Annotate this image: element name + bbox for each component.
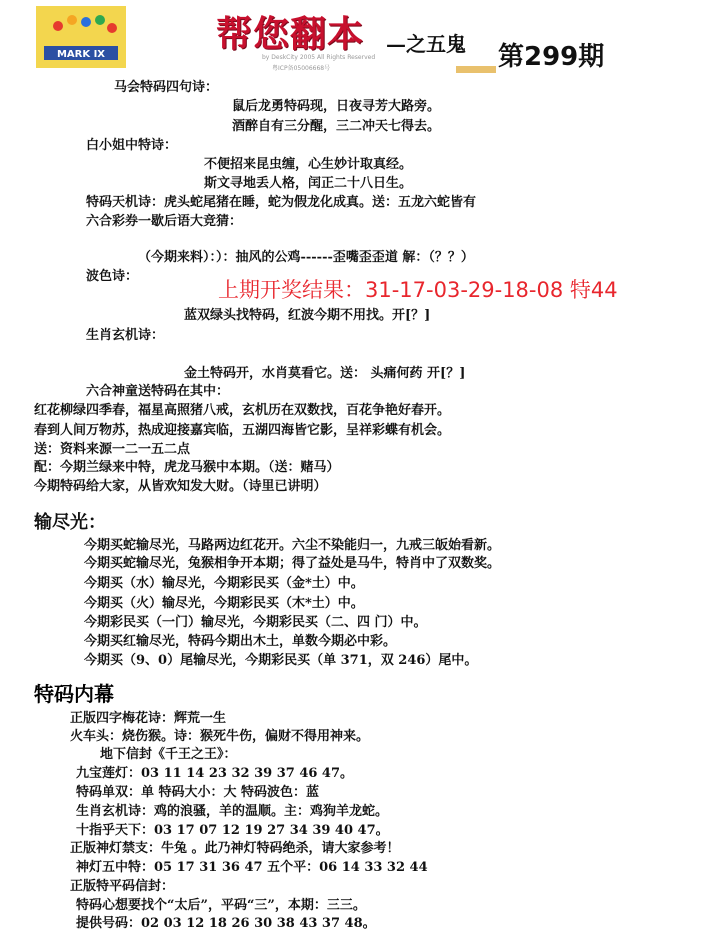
logo-dot — [95, 15, 105, 25]
poem-heading: 波色诗： — [86, 269, 139, 284]
list-item: 今期彩民买（一门）输尽光，今期彩民买（二、四 门）中。 — [84, 615, 427, 630]
poem-heading: 六合神童送特码在其中： — [86, 384, 230, 399]
poem-line: 春到人间万物苏，热成迎接嘉宾临，五湖四海皆它影，呈祥彩蝶有机会。 — [34, 423, 451, 438]
poem-heading: 马会特码四句诗： — [114, 80, 219, 95]
list-item: 九宝莲灯：03 11 14 23 32 39 37 46 47。 — [76, 766, 354, 781]
logo-graphic — [36, 6, 126, 68]
poem-line: 特码天机诗：虎头蛇尾猪在睡，蛇为假龙化成真。送：五龙六蛇皆有 — [86, 195, 477, 210]
logo-dot — [81, 17, 91, 27]
list-item: 今期买蛇输尽光，马路两边红花开。六尘不染能归一，九戒三皈始看新。 — [84, 538, 501, 553]
poem-line: 红花柳绿四季春，福星高照猪八戒，玄机历在双数找，百花争艳好春开。 — [34, 403, 451, 418]
list-item: 神灯五中特：05 17 31 36 47 五个平：06 14 33 32 44 — [76, 860, 428, 875]
list-item: 特码单双：单 特码大小：大 特码波色：蓝 — [76, 785, 320, 800]
poem-line: 金土特码开，水肖莫看它。送： 头痛何药 开[？] — [184, 366, 466, 381]
last-draw-result: 上期开奖结果：31-17-03-29-18-08 特44 — [218, 278, 618, 302]
list-item: 今期买（水）输尽光，今期彩民买（金*土）中。 — [84, 576, 364, 591]
watermark: by DeskCity 2005 All Rights Reserved — [262, 54, 376, 61]
list-item: 今期买红输尽光，特码今期出木土，单数今期必中彩。 — [84, 634, 397, 649]
poem-line: 鼠后龙勇特码现，日夜寻芳大路旁。 — [232, 99, 441, 114]
page-title: 帮您翻本 — [216, 14, 365, 55]
poem-line: 不便招来昆虫缠，心生妙计取真经。 — [204, 157, 413, 172]
decoration — [456, 66, 496, 73]
poem-line: 今期特码给大家，从皆欢知发大财。（诗里已讲明） — [34, 479, 327, 494]
list-item: 生肖玄机诗：鸡的浪骚，羊的温顺。主：鸡狗羊龙蛇。 — [76, 804, 389, 819]
logo-dot — [67, 15, 77, 25]
list-item: 今期买（9、0）尾输尽光，今期彩民买（单 371，双 246）尾中。 — [84, 653, 478, 668]
section-title: 输尽光： — [34, 512, 106, 533]
logo-text: MARK IX — [56, 49, 106, 60]
watermark: 粤ICP备05006668号 — [272, 65, 331, 72]
poem-heading: 白小姐中特诗： — [86, 138, 178, 153]
poem-heading: 生肖玄机诗： — [86, 328, 165, 343]
poem-line: 配：今期兰绿来中特，虎龙马猴中本期。（送：赌马） — [34, 460, 340, 475]
list-item: 提供号码：02 03 12 18 26 30 38 43 37 48。 — [76, 916, 376, 931]
poem-line: 送：资料来源一二一五二点 — [34, 442, 191, 457]
list-item: 地下信封《千王之王》： — [100, 747, 237, 762]
page-subtitle: —之五鬼 — [386, 32, 466, 56]
logo — [36, 6, 126, 68]
poem-line: 斯文寻地丢人格，闰正二十八日生。 — [204, 176, 413, 191]
list-item: 今期买（火）输尽光，今期彩民买（木*土）中。 — [84, 596, 364, 611]
logo-dot — [107, 23, 117, 33]
issue-number: 第299期 — [498, 42, 605, 72]
list-item: 正版神灯禁支：牛兔 。此乃神灯特码绝杀，请大家参考！ — [70, 841, 400, 856]
list-item: 正版特平码信封： — [70, 879, 175, 894]
section-title: 特码内幕 — [34, 682, 114, 706]
list-item: 十指乎天下：03 17 07 12 19 27 34 39 40 47。 — [76, 823, 389, 838]
list-item: 特码心想要找个“太后”，平码“三”，本期：三三。 — [76, 898, 366, 913]
poem-line: 蓝双绿头找特码，红波今期不用找。开[？] — [184, 308, 431, 323]
riddle-line: （今期来料）：）：抽风的公鸡------歪嘴歪歪道 解：（？？） — [138, 250, 474, 265]
list-item: 今期买蛇输尽光，兔猴相争开本期；得了益处是马牛，特肖中了双数奖。 — [84, 556, 501, 571]
poem-heading: 六合彩券一歇后语大竞猜： — [86, 214, 243, 229]
list-item: 正版四字梅花诗：辉荒一生 — [70, 711, 227, 726]
list-item: 火车头：烧伤猴。诗：猴死牛伤，偏财不得用神来。 — [70, 729, 370, 744]
poem-line: 酒醉自有三分醒，三二冲天七得去。 — [232, 119, 441, 134]
logo-dot — [53, 21, 63, 31]
